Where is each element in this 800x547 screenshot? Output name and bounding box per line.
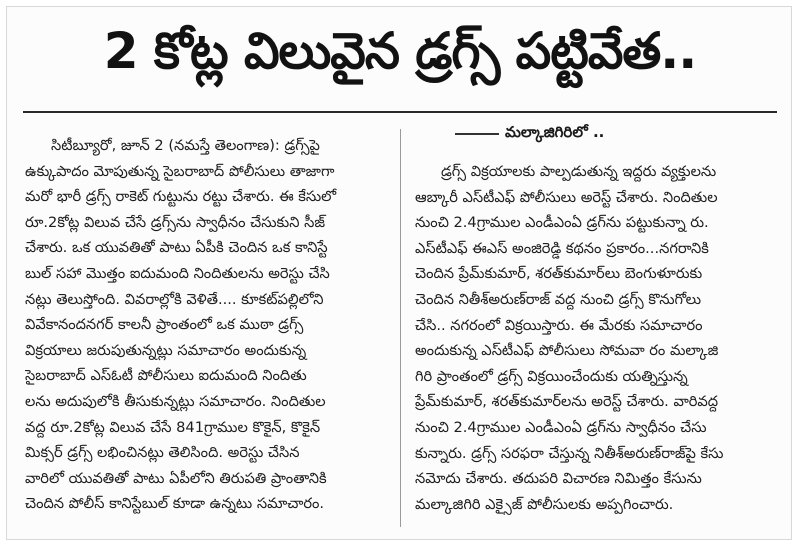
left-line: రూ.2కోట్ల విలువ చేసే డ్రగ్స్‌ను స్వాధీనం చేసుకుని సీజ్ [25,213,325,231]
right-line: నుంచి 2.4గ్రాముల ఎండీఎంఏ డ్రగ్‌ను పట్టుకున్నా రు. [415,214,709,232]
right-line: నుంచి 2.4గ్రాముల ఎండీఎంఏ డ్రగ్‌ను స్వాధీనం చేసు [415,418,707,436]
right-line: కున్నారు. డ్రగ్స్ సరఫరా చేస్తున్న నితీశ్‌అరుణ్‌రాజ్‌పై కేసు [415,444,724,462]
left-line: వారిలో యువతితో పాటు ఏపీలోని తిరుపతి ప్రాంతానికి [25,469,327,487]
right-line: చెందిన ప్రేమ్‌కుమార్, శరత్‌కుమార్‌లు బెంగుళూరుకు [415,265,703,283]
left-line: మిక్సర్ డ్రగ్స్ లభించినట్లు తెలిసింది. అరెస్టు చేసిన [25,444,300,462]
column-divider [400,129,401,527]
right-line: ప్రేమ్‌కుమార్, శరత్‌కుమార్‌లను అరెస్ట్ చేశారు. వారివద్ద [415,393,719,411]
left-line: ఉక్కుపాదం మోపుతున్న సైబరాబాద్ పోలీసులు తాజాగా [25,162,335,180]
left-line: బుల్ సహా మొత్తం ఐదుమంది నిందితులను అరెస్టు చేసి [25,264,330,282]
left-line: సిటీబ్యూరో, జూన్ 2 (నమస్తే తెలంగాణ): డ్రగ్స్‌పై [51,137,320,154]
right-line: మల్కాజిగిరి ఎక్సైజ్ పోలీసులకు అప్పగించారు. [415,495,674,513]
right-line: డ్రగ్స్ విక్రయాలకు పాల్పడుతున్న ఇద్దరు వ్యక్తులను [441,163,717,180]
headline: 2 కోట్ల విలువైన డ్రగ్స్ పట్టివేత.. [103,22,697,80]
right-line: గిరి ప్రాంతంలో డ్రగ్స్ విక్రయించేందుకు యత్నిస్తున్న [415,367,688,385]
headline-rule [23,111,777,113]
subhead-rule [455,133,499,135]
left-column [25,133,389,517]
left-line: చేశారు. ఒక యువతితో పాటు ఏపీకి చెందిన ఒక కానిస్టే [25,239,328,257]
left-line: నట్లు తెలుస్తోంది. వివరాల్లోకి వెళితే.... కూకట్‌పల్లిలోని [25,290,324,308]
left-line: లను అదుపులోకి తీసుకున్నట్లు సమాచారం. నిందితుల [25,392,326,410]
left-line: సైబరాబాద్ ఎస్‌ఓటీ పోలీసులు ఐదుమంది నిందితు [25,367,307,385]
right-line: ఆబ్కారీ ఎస్‌టీఎఫ్ పోలీసులు అరెస్ట్ చేశారు. నిందితుల [415,188,718,206]
left-line: మరో భారీ డ్రగ్స్ రాకెట్ గుట్టును రట్టు చేశారు. ఈ కేసులో [25,188,337,206]
left-line: వద్ద రూ.2కోట్ల విలువ చేసే 841గ్రాముల కొకైన్, కొకైన్ [25,418,321,436]
newspaper-clipping [6,6,792,540]
left-line: వివేకానందనగర్ కాలనీ ప్రాంతంలో ఒక ముఠా డ్రగ్స్ [25,316,304,334]
left-line: చెందిన పోలీస్ కానిస్టేబుల్ కూడా ఉన్నటు సమాచారం. [25,495,325,513]
right-line: చెందిన నితీశ్‌అరుణ్‌రాజ్ వద్ద నుంచి డ్రగ్స్ కొనుగోలు [415,290,702,308]
left-line: విక్రయాలు జరుపుతున్నట్లు సమాచారం అందుకున్న [25,341,307,359]
right-line: చేసి.. నగరంలో విక్రయిస్తారు. ఈ మేరకు సమాచారం [415,316,703,334]
right-line: ఎస్‌టీఎఫ్ ఈఎస్ అంజిరెడ్డి కథనం ప్రకారం...నగరానికి [415,239,709,257]
right-line: అందుకున్న ఎస్‌టీఎఫ్ పోలీసులు సోమవా రం మల్కాజి [415,342,719,360]
right-line: నమోదు చేశారు. తదుపరి విచారణ నిమిత్తం కేసును [415,470,702,488]
right-subhead: మల్కాజిగిరిలో .. [505,123,605,141]
right-column [415,159,773,517]
